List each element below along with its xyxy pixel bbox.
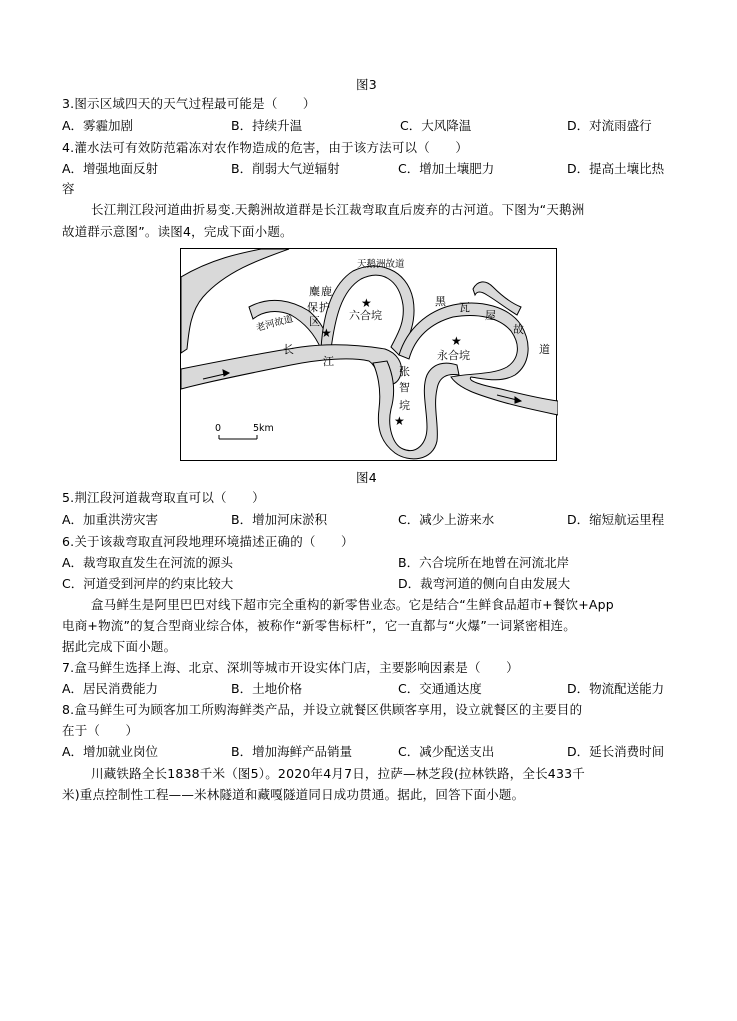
question4-option-a[interactable]: A．增强地面反射 <box>62 161 159 176</box>
star-liuhe: ★ <box>361 296 372 310</box>
question3-option-d[interactable]: D．对流雨盛行 <box>567 118 652 133</box>
question5-option-b[interactable]: B．增加河床淤积 <box>231 512 328 527</box>
figure3-caption: 图3 <box>356 77 377 92</box>
passage2-line3: 据此完成下面小题。 <box>62 639 177 654</box>
label-milu-5: 区 <box>309 315 320 328</box>
label-changjiang-1: 长 <box>283 343 294 356</box>
label-milu-1: 麋 <box>309 285 320 298</box>
question5-option-c[interactable]: C．减少上游来水 <box>398 512 495 527</box>
label-milu-4: 护 <box>319 301 330 314</box>
label-zhangzhi-1: 张 <box>399 365 410 378</box>
question8-stem-line1: 8.盒马鲜生可为顾客加工所购海鲜类产品，并设立就餐区供顾客享用，设立就餐区的主要目的 <box>62 702 583 717</box>
label-milu-3: 保 <box>307 301 318 314</box>
question6-option-b[interactable]: B．六合垸所在地曾在河流北岸 <box>398 555 570 570</box>
question5-stem: 5.荆江段河道裁弯取直可以（ ） <box>62 490 265 505</box>
question8-stem-line2: 在于（ ） <box>62 723 139 738</box>
question5-option-a[interactable]: A．加重洪涝灾害 <box>62 512 159 527</box>
star-milu: ★ <box>321 326 332 340</box>
label-liuhe: 六合垸 <box>349 309 382 322</box>
question4-option-d[interactable]: D．提高土壤比热 <box>567 161 665 176</box>
label-zhangzhi-3: 垸 <box>399 399 410 412</box>
star-zhangzhi: ★ <box>394 414 405 428</box>
scale-zero: 0 <box>215 423 222 434</box>
passage1-line1: 长江荆江段河道曲折易变.天鹅洲故道群是长江裁弯取直后废弃的古河道。下图为“天鹅洲 <box>91 202 585 217</box>
label-laohe: 老河故道 <box>254 313 295 334</box>
question4-stem: 4.灌水法可有效防范霜冻对农作物造成的危害，由于该方法可以（ ） <box>62 140 469 155</box>
question7-option-d[interactable]: D．物流配送能力 <box>567 681 665 696</box>
question8-option-a[interactable]: A．增加就业岗位 <box>62 744 159 759</box>
question3-option-c[interactable]: C．大风降温 <box>400 118 472 133</box>
passage1-line2: 故道群示意图”。读图4，完成下面小题。 <box>62 224 293 239</box>
question3-option-b[interactable]: B．持续升温 <box>231 118 303 133</box>
passage3-line1: 川藏铁路全长1838千米（图5）。2020年4月7日，拉萨—林芝段(拉林铁路，全长433千 <box>91 766 585 781</box>
question6-option-d[interactable]: D．裁弯河道的侧向自由发展大 <box>398 576 571 591</box>
question7-option-a[interactable]: A．居民消费能力 <box>62 681 159 696</box>
star-yonghe: ★ <box>451 334 462 348</box>
question6-stem: 6.关于该裁弯取直河段地理环境描述正确的（ ） <box>62 534 354 549</box>
label-milu-2: 鹿 <box>321 285 332 298</box>
yonghe-loop <box>399 303 558 415</box>
figure4-map <box>180 248 557 461</box>
passage2-line2: 电商+物流”的复合型商业综合体，被称作“新零售标杆”，它一直都与“火爆”一词紧密相连。 <box>62 618 576 633</box>
label-heiwawu-2: 瓦 <box>459 301 470 314</box>
label-changjiang-2: 江 <box>323 355 334 368</box>
question3-stem: 3.图示区域四天的天气过程最可能是（ ） <box>62 96 316 111</box>
question7-stem: 7.盒马鲜生选择上海、北京、深圳等城市开设实体门店，主要影响因素是（ ） <box>62 660 519 675</box>
label-heiwawu-1: 黑 <box>435 295 446 308</box>
zhangzhi-loop <box>373 361 459 459</box>
question7-option-b[interactable]: B．土地价格 <box>231 681 303 696</box>
question8-option-c[interactable]: C．减少配送支出 <box>398 744 495 759</box>
label-heiwawu-4: 故 <box>513 323 524 336</box>
question7-option-c[interactable]: C．交通通达度 <box>398 681 482 696</box>
question3-option-a[interactable]: A．雾霾加剧 <box>62 118 134 133</box>
passage2-line1: 盒马鲜生是阿里巴巴对线下超市完全重构的新零售业态。它是结合“生鲜食品超市+餐饮+App <box>91 597 614 612</box>
label-zhangzhi-2: 智 <box>399 381 410 394</box>
question8-option-d[interactable]: D．延长消费时间 <box>567 744 665 759</box>
question4-option-b[interactable]: B．削弱大气逆辐射 <box>231 161 340 176</box>
question6-option-a[interactable]: A．裁弯取直发生在河流的源头 <box>62 555 234 570</box>
label-yonghe: 永合垸 <box>437 349 470 362</box>
question6-option-c[interactable]: C．河道受到河岸的约束比较大 <box>62 576 234 591</box>
label-tianezhou: 天鹅洲故道 <box>357 259 405 270</box>
question4-option-c[interactable]: C．增加土壤肥力 <box>398 161 495 176</box>
question8-option-b[interactable]: B．增加海鲜产品销量 <box>231 744 353 759</box>
scale-bar <box>215 423 274 439</box>
passage3-line2: 米)重点控制性工程——米林隧道和藏嘎隧道同日成功贯通。据此，回答下面小题。 <box>62 787 525 802</box>
figure4-caption: 图4 <box>356 470 377 485</box>
scale-unit: 5km <box>253 423 274 434</box>
question4-option-d-wrap: 容 <box>62 181 75 196</box>
label-heiwawu-5: 道 <box>539 343 550 356</box>
label-heiwawu-3: 屋 <box>485 309 496 322</box>
tianezhou-map-svg <box>181 249 558 462</box>
question5-option-d[interactable]: D．缩短航运里程 <box>567 512 665 527</box>
